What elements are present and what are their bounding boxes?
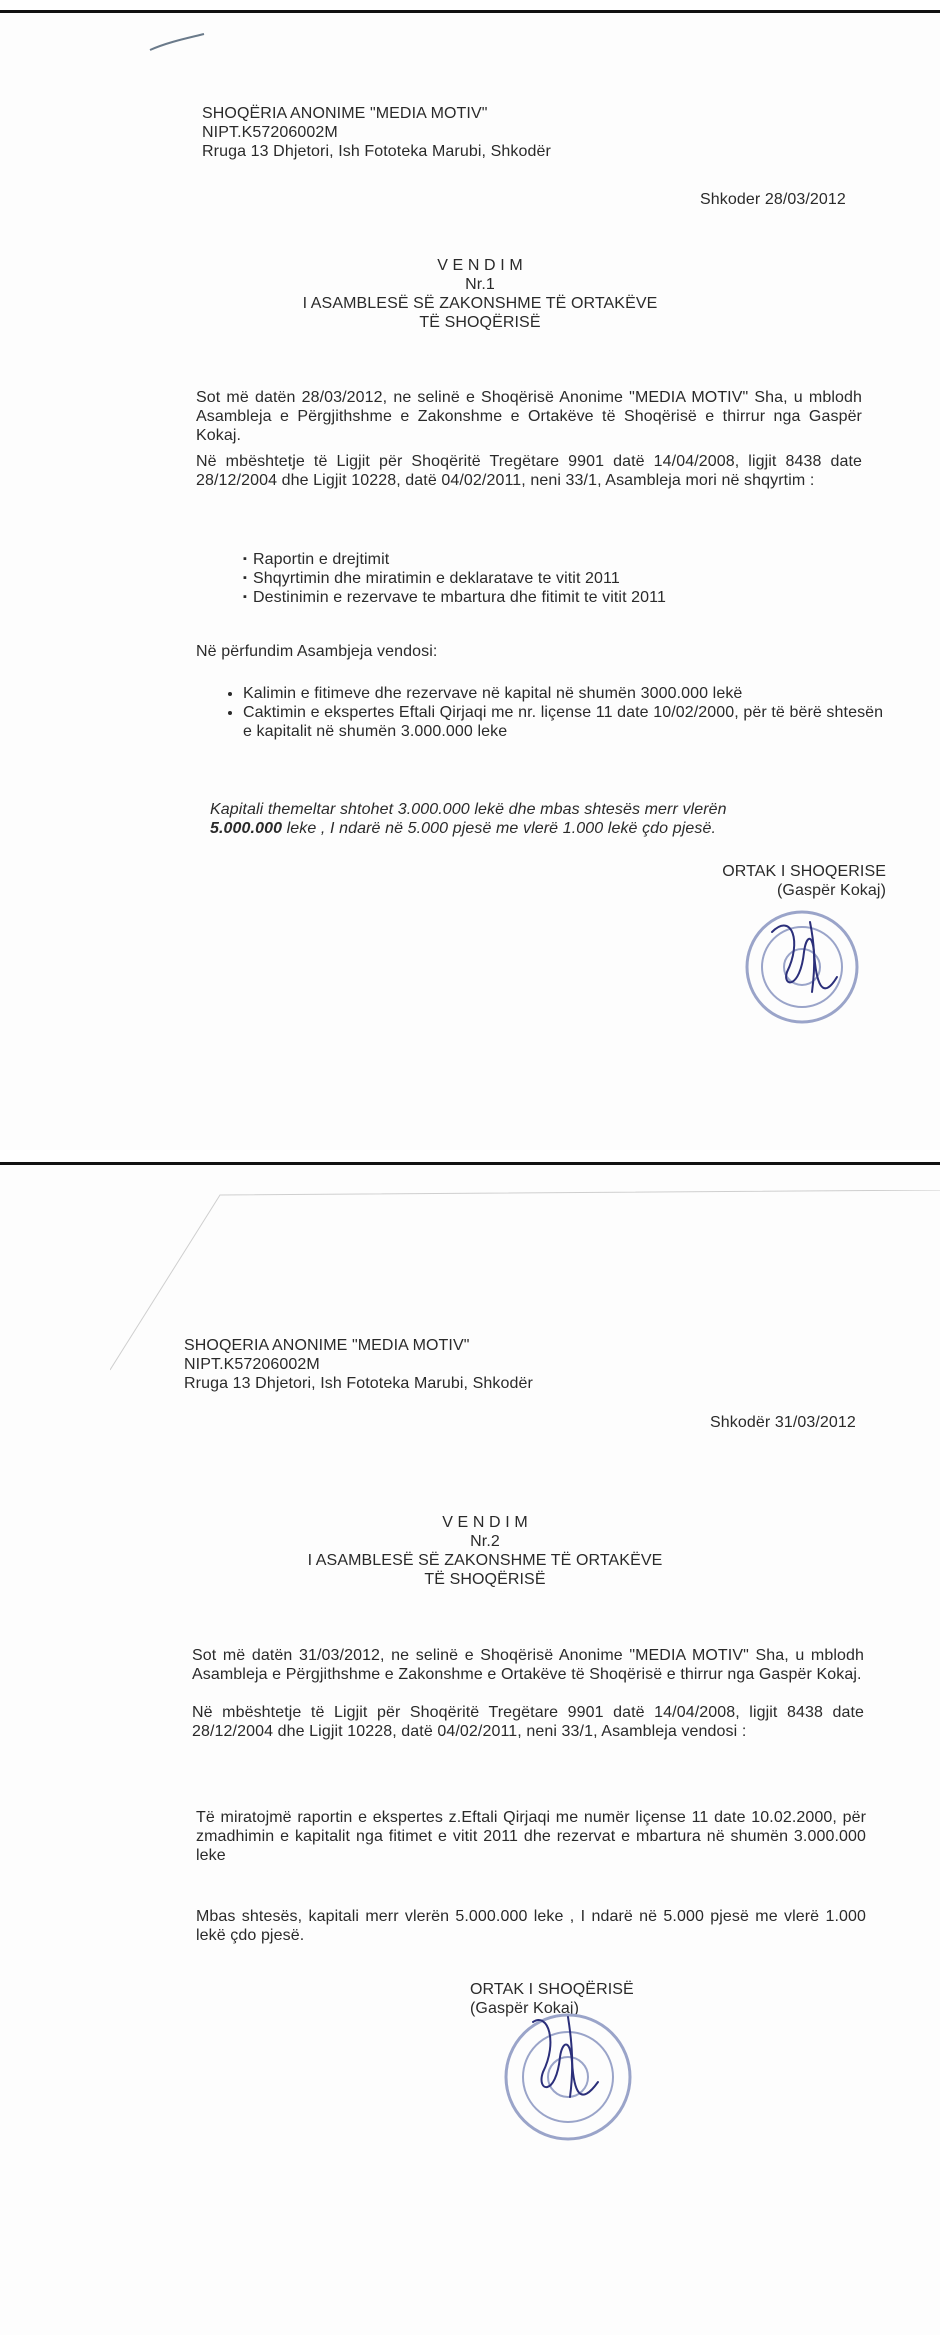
decision-item: • Caktimin e ekspertes Eftali Qirjaqi me nr. liçense 11 date 10/02/2000, për të bërë shtesën e kapitalit në shumën 3.000.000 leke	[243, 703, 893, 741]
signatory-title: ORTAK I SHOQËRISË	[470, 1981, 634, 1998]
conclusion-heading: Në përfundim Asambjeja vendosi:	[196, 643, 438, 660]
agenda-item: ▪ Shqyrtimin dhe miratimin e deklaratave te vitit 2011	[243, 569, 666, 588]
stamp-signature-icon	[488, 2002, 648, 2152]
company-name: SHOQERIA ANONIME "MEDIA MOTIV"	[184, 1337, 470, 1354]
decision-subtitle-1: I ASAMBLESË SË ZAKONSHME TË ORTAKËVE	[302, 295, 658, 312]
decision-subtitle-2: TË SHOQËRISË	[419, 314, 541, 331]
meeting-intro: Sot më datën 31/03/2012, ne selinë e Shoqërisë Anonime "MEDIA MOTIV" Sha, u mblodh Asambleja e Përgjithshme e Zakonshme e Ortakëve të Shoqërisë e thirrur nga Gaspër Kokaj.	[192, 1647, 864, 1683]
decision-title-block	[300, 1513, 670, 1589]
company-nipt: NIPT.K57206002M	[184, 1356, 320, 1373]
decision-number: Nr.1	[465, 276, 495, 293]
legal-basis: Në mbështetje të Ligjit për Shoqëritë Tregëtare 9901 datë 14/04/2008, ligjit 8438 date 28/12/2004 dhe Ligjit 10228, datë 04/02/2011, neni 33/1, Asambleja vendosi :	[192, 1704, 864, 1740]
stamp-signature-icon	[742, 892, 862, 1042]
company-header	[202, 104, 622, 161]
decision-title-block	[300, 256, 660, 332]
decision-title: V E N D I M	[442, 1514, 528, 1531]
capital-statement: Mbas shtesës, kapitali merr vlerën 5.000.000 leke , I ndarë në 5.000 pjesë me vlerë 1.000 lekë çdo pjesë.	[196, 1908, 866, 1944]
capital-text-2: leke , I ndarë në 5.000 pjesë me vlerë 1.000 lekë çdo pjesë.	[282, 820, 717, 837]
signatory-name: (Gaspër Kokaj)	[470, 2000, 579, 2017]
decision-subtitle-1: I ASAMBLESË SË ZAKONSHME TË ORTAKËVE	[307, 1552, 663, 1569]
page-separator	[0, 1150, 940, 1162]
agenda-item: ▪ Destinimin e rezervave te mbartura dhe fitimit te vitit 2011	[243, 588, 666, 607]
agenda-list	[243, 550, 666, 607]
pen-mark-icon	[148, 30, 208, 54]
decision-number: Nr.2	[470, 1533, 500, 1550]
company-name: SHOQËRIA ANONIME "MEDIA MOTIV"	[202, 105, 488, 122]
agenda-item: ▪ Raportin e drejtimit	[243, 550, 666, 569]
decision-title: V E N D I M	[437, 257, 523, 274]
capital-text-1: Kapitali themeltar shtohet 3.000.000 lekë dhe mbas shtesës merr vlerën	[210, 801, 727, 818]
place-date: Shkodër 31/03/2012	[710, 1414, 856, 1431]
capital-amount: 5.000.000	[210, 820, 283, 837]
decision-item: • Kalimin e fitimeve dhe rezervave në kapital në shumën 3000.000 lekë	[243, 684, 893, 703]
company-nipt: NIPT.K57206002M	[202, 124, 338, 141]
place-date: Shkoder 28/03/2012	[700, 191, 846, 208]
company-address: Rruga 13 Dhjetori, Ish Fototeka Marubi, Shkodër	[202, 143, 551, 160]
signatory-name: (Gaspër Kokaj)	[777, 882, 886, 899]
decision-subtitle-2: TË SHOQËRISË	[424, 1571, 546, 1588]
approval-statement: Të miratojmë raportin e ekspertes z.Eftali Qirjaqi me numër liçense 11 date 10.02.2000, për zmadhimin e kapitalit nga fitimet e vitit 2011 dhe rezervat e mbartura në shumën 3.000.000 leke	[196, 1809, 866, 1864]
company-address: Rruga 13 Dhjetori, Ish Fototeka Marubi, Shkodër	[184, 1375, 533, 1392]
meeting-intro: Sot më datën 28/03/2012, ne selinë e Shoqërisë Anonime "MEDIA MOTIV" Sha, u mblodh Asambleja e Përgjithshme e Zakonshme e Ortakëve të Shoqërisë e thirrur nga Gaspër Kokaj.	[196, 389, 862, 444]
company-header	[184, 1336, 604, 1393]
signatory-title: ORTAK I SHOQERISE	[722, 863, 886, 880]
legal-basis: Në mbështetje të Ligjit për Shoqëritë Tregëtare 9901 datë 14/04/2008, ligjit 8438 date 28/12/2004 dhe Ligjit 10228, datë 04/02/2011, neni 33/1, Asambleja mori në shqyrtim :	[196, 453, 862, 489]
decisions-list	[221, 684, 893, 741]
capital-statement	[210, 800, 870, 838]
